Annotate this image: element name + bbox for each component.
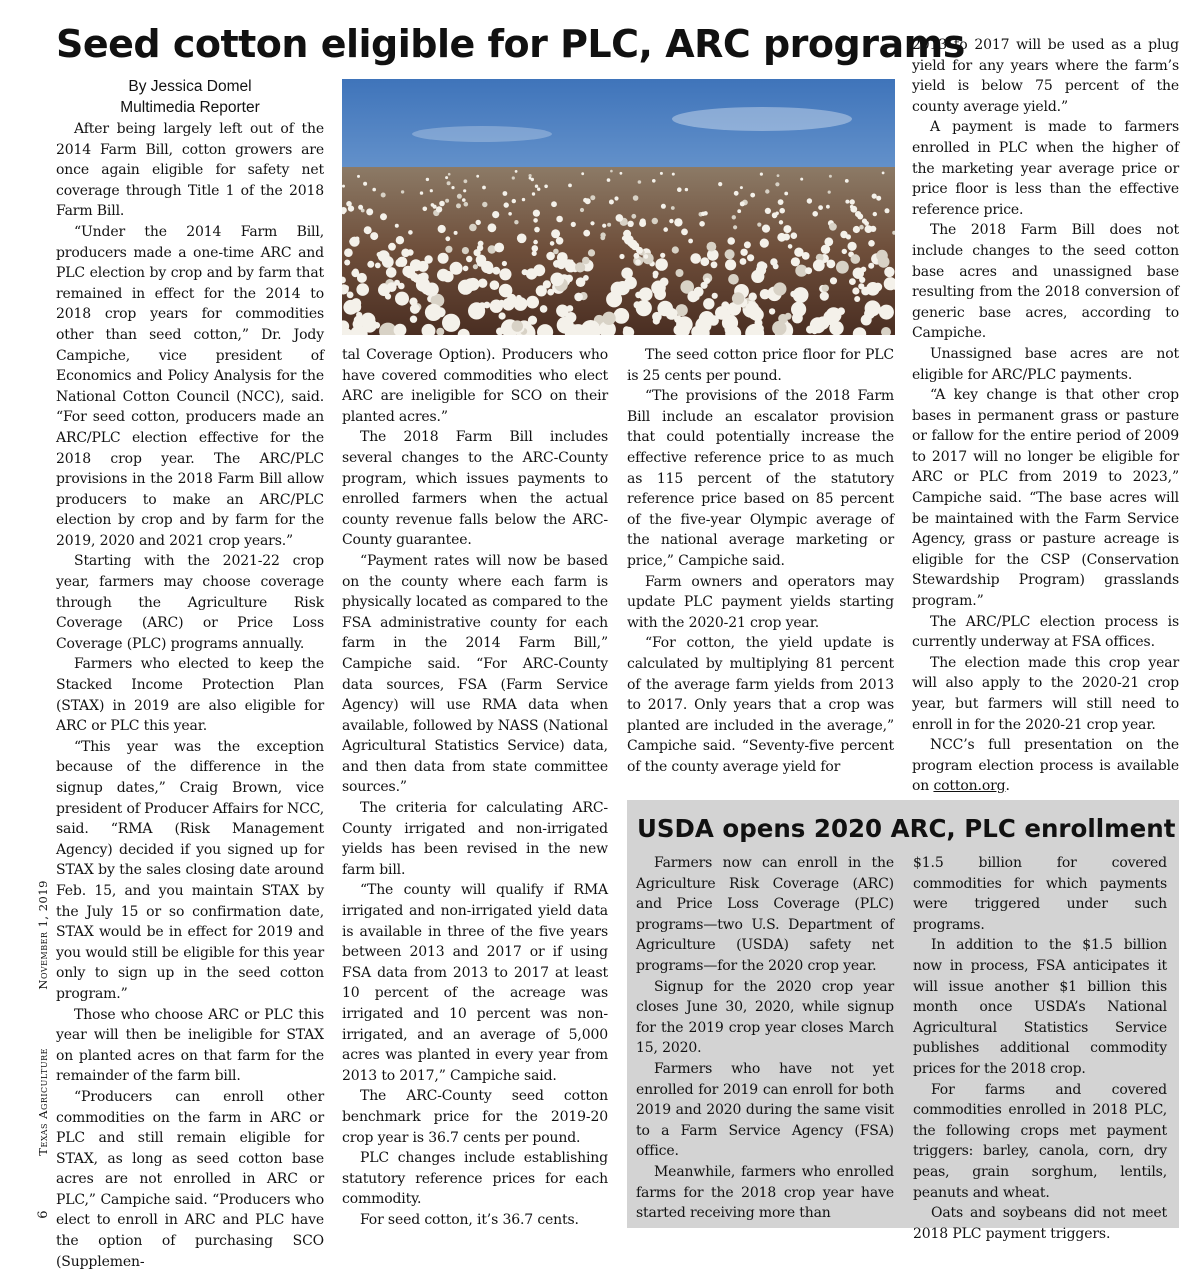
article-paragraph: Unassigned base acres are not eligible for ARC/PLC payments.	[912, 345, 1179, 383]
article-column-1	[56, 119, 324, 1272]
article-paragraph: For farms and covered commodities enrolled in 2018 PLC, the following crops met payment triggers: barley, canola, corn, dry peas, grain sorghum, lentils, peanuts and wheat.	[913, 1081, 1167, 1201]
article-paragraph: Starting with the 2021-22 crop year, farmers may choose coverage through the Agriculture Risk Coverage (ARC) or Price Loss Coverage (PLC) programs annually.	[56, 553, 324, 652]
article-column-4	[912, 35, 1179, 797]
cotton-org-link[interactable]: cotton.org	[933, 778, 1006, 795]
article-paragraph: “Under the 2014 Farm Bill, producers made a one-time ARC and PLC election by crop and by farm that remained in effect for the 2014 to 2018 crop years for commodities other than seed cotton,” Dr. Jody Campiche, vice president of Economics and Policy Analysis for the National Cotton Council (NCC), said. “For seed cotton, producers made an ARC/PLC election effective for the 2018 crop year. The ARC/PLC provisions in the 2018 Farm Bill allow producers to make an ARC/PLC election by crop and by farm for the 2019, 2020 and 2021 crop years.”	[56, 223, 324, 549]
article-paragraph: “Payment rates will now be based on the county where each farm is physically located as compared to the FSA administrative county for each farm in the 2014 Farm Bill,” Campiche said. “For ARC-County data sources, FSA (Farm Service Agency) will use RMA data when available, followed by NASS (National Agricultural Statistics Service) data, and then data from state committee sources.”	[342, 552, 608, 796]
closing-period: .	[1005, 778, 1010, 795]
article-paragraph: In addition to the $1.5 billion now in process, FSA anticipates it will issue another $1 billion this month once USDA’s National Agricultural Statistics Service publishes additional commodity prices for the 2018 crop.	[913, 937, 1167, 1077]
byline	[56, 76, 324, 118]
folio	[36, 880, 56, 1230]
cotton-field-photo	[342, 79, 895, 335]
article-paragraph: The ARC-County seed cotton benchmark price for the 2019-20 crop year is 36.7 cents per pound.	[342, 1088, 608, 1146]
article-paragraph: “This year was the exception because of the difference in the signup dates,” Craig Brown, vice president of Producer Affairs for NCC, said. “RMA (Risk Management Agency) decided if you signed up for STAX by the sales closing date around Feb. 15, and you maintain STAX by the July 15 or so confirmation date, STAX would be in effect for 2019 and you would still be eligible for this year only to sign up in the seed cotton program.”	[56, 738, 324, 1002]
article-paragraph: The 2018 Farm Bill includes several changes to the ARC-County program, which issues payments to enrolled farmers when the actual county revenue falls below the ARC-County guarantee.	[342, 429, 608, 549]
article-paragraph: The seed cotton price floor for PLC is 25 cents per pound.	[627, 347, 894, 384]
sidebar-headline: USDA opens 2020 ARC, PLC enrollment	[637, 814, 1176, 843]
article-paragraph: The criteria for calculating ARC-County irrigated and non-irrigated yields has been revised in the new farm bill.	[342, 800, 608, 878]
article-paragraph: Oats and soybeans did not meet 2018 PLC payment triggers.	[913, 1205, 1167, 1242]
sidebar-box	[627, 800, 1179, 1242]
article-paragraph: A payment is made to farmers enrolled in PLC when the higher of the marketing year average price or price floor is less than the effective reference price.	[912, 119, 1179, 218]
article-paragraph: Farmers now can enroll in the Agriculture Risk Coverage (ARC) and Price Loss Coverage (PLC) programs—two U.S. Department of Agriculture (USDA) safety net programs—for the 2020 crop year.	[636, 855, 894, 974]
article-paragraph: $1.5 billion for covered commodities for which payments were triggered under such programs.	[913, 855, 1167, 933]
article-paragraph: Meanwhile, farmers who enrolled farms for the 2018 crop year have started receiving more than	[636, 1163, 894, 1222]
page-number: 6	[36, 1210, 51, 1219]
sidebar-column-2	[913, 853, 1167, 1244]
headline: Seed cotton eligible for PLC, ARC programs	[56, 22, 965, 66]
article-paragraph	[912, 735, 1179, 797]
byline-author: By Jessica Domel	[128, 78, 252, 95]
article-paragraph: Farmers who have not yet enrolled for 2019 can enroll for both 2019 and 2020 during the same visit to a Farm Service Agency (FSA) office.	[636, 1060, 894, 1160]
article-paragraph: “Producers can enroll other commodities on the farm in ARC or PLC and still remain eligible for STAX, as long as seed cotton base acres are not enrolled in ARC or PLC,” Campiche said. “Producers who elect to enroll in ARC and PLC have the option of purchasing SCO (Supplemen-	[56, 1088, 324, 1270]
article-column-2	[342, 345, 608, 1231]
article-paragraph: For seed cotton, it’s 36.7 cents.	[360, 1211, 579, 1228]
byline-title: Multimedia Reporter	[120, 99, 260, 116]
article-paragraph: “A key change is that other crop bases in permanent grass or pasture or fallow for the entire period of 2009 to 2017 will no longer be eligible for ARC or PLC from 2019 to 2023,” Campiche said. “The base acres will be maintained with the Farm Service Agency, grass or pasture acreage is eligible for the CSP (Conservation Stewardship Program) grasslands program.”	[912, 387, 1179, 610]
folio-publication: Texas Agriculture	[36, 1048, 50, 1156]
article-paragraph: tal Coverage Option). Producers who have covered commodities who elect ARC are ineligible for SCO on their planted acres.”	[342, 347, 608, 425]
article-paragraph: “The provisions of the 2018 Farm Bill include an escalator provision that could potentially increase the effective reference price to as much as 115 percent of the statutory reference price based on 85 percent of the five-year Olympic average of the national average marketing or price,” Campiche said.	[627, 388, 894, 569]
folio-date: November 1, 2019	[36, 880, 50, 990]
article-paragraph: The election made this crop year will also apply to the 2020-21 crop year, but farmers will still need to enroll in for the 2020-21 crop year.	[912, 654, 1179, 733]
closing-text: NCC’s full presentation on the program election process is available on	[912, 737, 1179, 795]
article-paragraph: Farmers who elected to keep the Stacked Income Protection Plan (STAX) in 2019 are also eligible for ARC or PLC this year.	[56, 656, 324, 735]
article-paragraph: The 2018 Farm Bill does not include changes to the seed cotton base acres and unassigned base resulting from the 2018 conversion of generic base acres, according to Campiche.	[912, 222, 1179, 342]
article-paragraph: After being largely left out of the 2014 Farm Bill, cotton growers are once again eligible for safety net coverage through Title 1 of the 2018 Farm Bill.	[56, 121, 324, 220]
article-paragraph: Those who choose ARC or PLC this year will then be ineligible for STAX on planted acres on that farm for the remainder of the farm bill.	[56, 1006, 324, 1085]
article-paragraph: “For cotton, the yield update is calculated by multiplying 81 percent of the average farm yields from 2013 to 2017. Only years that a crop was planted are included in the average,” Campiche said. “Seventy-five percent of the county average yield for	[627, 635, 894, 775]
article-paragraph: 2013 to 2017 will be used as a plug yield for any years where the farm’s yield is below 75 percent of the county average yield.”	[912, 37, 1179, 115]
article-paragraph: “The county will qualify if RMA irrigated and non-irrigated yield data is available in three of the five years between 2013 and 2017 or if using FSA data from 2013 to 2017 at least 10 percent of the acreage was irrigated and 10 percent was non-irrigated, and an average of 5,000 acres was planted in every year from 2013 to 2017,” Campiche said.	[342, 882, 608, 1084]
article-paragraph: PLC changes include establishing statutory reference prices for each commodity.	[342, 1150, 608, 1208]
article-paragraph: Farm owners and operators may update PLC payment yields starting with the 2020-21 crop year.	[627, 573, 894, 631]
article-column-3	[627, 345, 894, 777]
article-paragraph: Signup for the 2020 crop year closes June 30, 2020, while signup for the 2019 crop year closes March 15, 2020.	[636, 978, 894, 1057]
sidebar-column-1	[636, 853, 894, 1224]
article-paragraph: The ARC/PLC election process is currently underway at FSA offices.	[912, 613, 1179, 651]
